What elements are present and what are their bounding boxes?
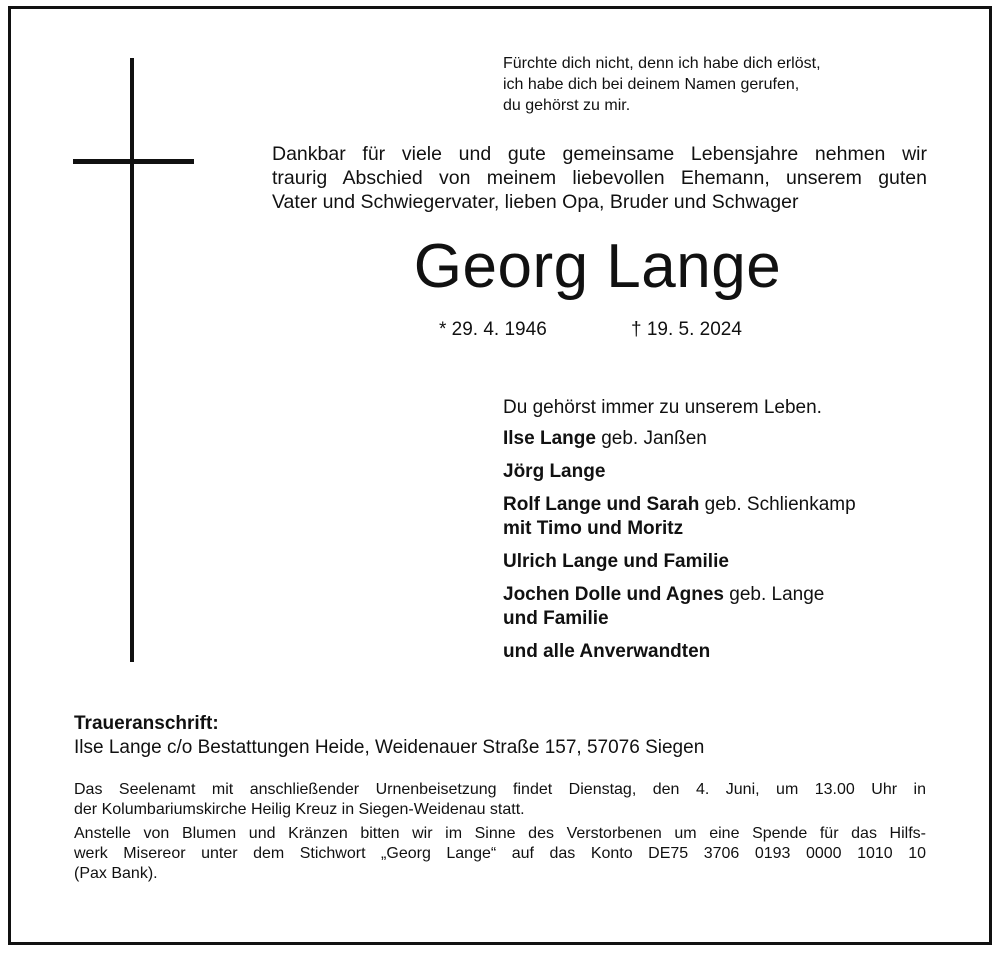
address-heading: Traueranschrift: — [74, 713, 219, 734]
notes-line: Anstelle von Blumen und Kränzen bitten wir im Sinne des Verstorbenen um eine Spende für das Hilfs- — [74, 825, 926, 842]
verse-line: ich habe dich bei deinem Namen gerufen, — [503, 76, 800, 93]
motto: Du gehörst immer zu unserem Leben. — [503, 397, 822, 418]
address-line: Ilse Lange c/o Bestattungen Heide, Weidenauer Straße 157, 57076 Siegen — [74, 737, 705, 758]
death-date: † 19. 5. 2024 — [631, 319, 742, 340]
notes-line: Das Seelenamt mit anschließender Urnenbeisetzung findet Dienstag, den 4. Juni, um 13.00 Uhr in — [74, 781, 926, 798]
mourners-list — [503, 396, 856, 664]
mourner-name: Ulrich Lange und Familie — [503, 551, 729, 572]
mourner-entry — [503, 640, 856, 664]
notes-paragraph — [74, 780, 926, 820]
mourner-name: Rolf Lange und Sarah — [503, 494, 700, 515]
mourner-name: Jörg Lange — [503, 461, 606, 482]
mourner-entry — [503, 550, 856, 574]
mourning-address — [74, 712, 704, 760]
birth-date: * 29. 4. 1946 — [439, 319, 547, 340]
mourner-name: Ilse Lange — [503, 428, 596, 449]
cross-vertical-bar — [130, 58, 134, 662]
mourner-entry — [503, 583, 856, 631]
notes-line: der Kolumbariumskirche Heilig Kreuz in Siegen-Weidenau statt. — [74, 801, 525, 818]
service-notes — [74, 780, 926, 888]
mourner-maiden-name: geb. Lange — [724, 584, 825, 605]
intro-text — [272, 142, 927, 214]
mourner-name: Jochen Dolle und Agnes — [503, 584, 724, 605]
mourner-maiden-name: geb. Janßen — [595, 428, 707, 449]
verse-line: Fürchte dich nicht, denn ich habe dich erlöst, — [503, 55, 821, 72]
notes-paragraph — [74, 824, 926, 884]
verse-line: du gehörst zu mir. — [503, 97, 631, 114]
bible-verse — [503, 53, 821, 116]
deceased-name: Georg Lange — [413, 232, 782, 301]
mourner-entry — [503, 460, 856, 484]
intro-line: Dankbar für viele und gute gemeinsame Lebensjahre nehmen wir — [272, 143, 927, 165]
notes-line: (Pax Bank). — [74, 865, 158, 882]
notes-line: werk Misereor unter dem Stichwort „Georg Lange“ auf das Konto DE75 3706 0193 0000 1010 10 — [74, 845, 926, 862]
intro-line: traurig Abschied von meinem liebevollen Ehemann, unserem guten — [272, 167, 927, 189]
mourner-name: und alle Anverwandten — [503, 641, 711, 662]
mourner-entry — [503, 427, 856, 451]
cross-horizontal-bar — [73, 159, 194, 164]
intro-line: Vater und Schwiegervater, lieben Opa, Bruder und Schwager — [272, 191, 799, 213]
mourner-entry — [503, 493, 856, 541]
mourner-maiden-name: geb. Schlienkamp — [699, 494, 856, 515]
mourner-name-continued: mit Timo und Moritz — [503, 518, 684, 539]
mourner-name-continued: und Familie — [503, 608, 609, 629]
